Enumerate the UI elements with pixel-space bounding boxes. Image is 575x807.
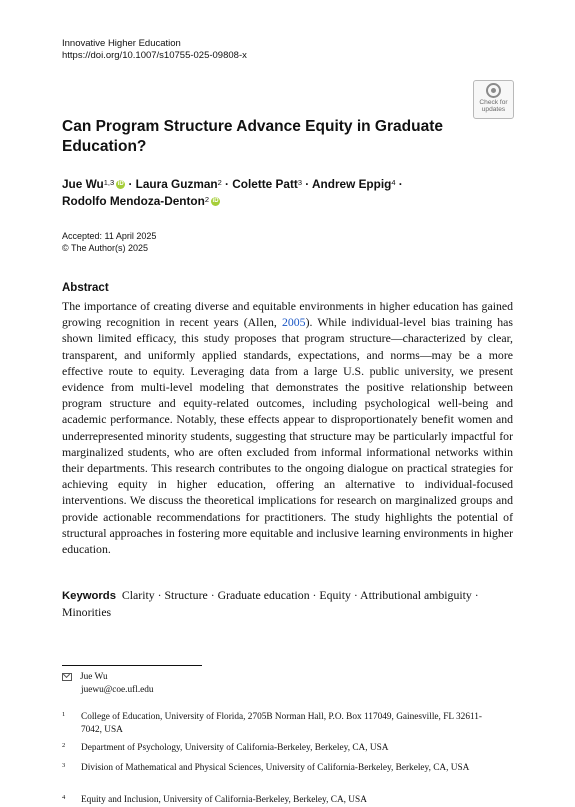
author-name: Laura Guzman: [135, 177, 218, 191]
copyright-notice: © The Author(s) 2025: [62, 243, 149, 253]
author-name: Andrew Eppig: [312, 177, 392, 191]
author-affil: 4: [391, 178, 396, 187]
abstract-heading: Abstract: [62, 282, 109, 294]
envelope-icon: [62, 673, 72, 681]
keywords-list: Clarity · Structure · Graduate education · Equity · Attributional ambiguity · Minorities: [62, 588, 479, 620]
citation-link[interactable]: 2005: [281, 315, 306, 330]
affiliation-text: College of Education, University of Florida, 2705B Norman Hall, P.O. Box 117049, Gainesville, FL 32611-7042, USA: [81, 712, 483, 735]
journal-header: [62, 38, 247, 62]
affiliation: [62, 762, 502, 775]
affiliation: [62, 711, 502, 736]
author-list: Jue Wu$^{1,3}$ iD · Laura Guzman$^2$ · Colette Patt$^3$ · Andrew Eppig$^4$ · Rodolfo Mendoza-Denton$^2$ iD: [62, 177, 403, 208]
doi-link[interactable]: https://doi.org/10.1007/s10755-025-09808-x: [62, 50, 247, 61]
affiliation: [62, 742, 502, 755]
affiliation-number: 1: [62, 711, 66, 718]
affiliation-text: Division of Mathematical and Physical Sciences, University of California-Berkeley, Berkeley, CA, USA: [81, 763, 470, 773]
author-affil: 1,3: [103, 178, 115, 187]
abstract-text-2: ). While individual-level bias training has shown limited efficacy, this study proposes that program structure—characterized by clear, transparent, and uniformly applied standards, expectations, and norms—may be a more effective route to equity. Leveraging data from a large U.S. public university, we present evidence from multi-level modeling that demonstrates the positive relationship between program structure and equity-related outcomes, including psychological well-being and academic performance. Notably, these effects appear to disproportionately benefit women and underrepresented minority students, suggesting that structure may be particularly impactful for marginalized students, who are often excluded from informal informational networks within their departments. This research contributes to the ongoing dialogue on practical strategies for achieving equity in higher education, offering an alternative to individual-focused interventions. We discuss the theoretical implications for research on marginalized groups and provide actionable recommendations for practitioners. The study highlights the potential of structural approaches in fostering more equitable and inclusive learning environments in higher education.: [62, 315, 513, 557]
corresponding-author: Jue Wu: [80, 672, 108, 682]
correspondence: [62, 671, 154, 696]
footnote-divider: [62, 665, 202, 666]
author-affil: 2: [204, 195, 210, 204]
author-affil: 2: [217, 178, 222, 187]
affiliation-number: 3: [62, 762, 66, 769]
author-name: Rodolfo Mendoza-Denton: [62, 194, 205, 208]
keywords: [62, 587, 513, 620]
check-updates-line1: Check for: [479, 99, 508, 106]
abstract-body: [62, 298, 513, 557]
accepted-date: Accepted: 11 April 2025: [62, 231, 157, 241]
affiliation-text: Equity and Inclusion, University of California-Berkeley, Berkeley, CA, USA: [81, 795, 367, 805]
orcid-icon[interactable]: iD: [117, 181, 124, 188]
affiliation-number: 4: [62, 794, 66, 801]
corresponding-email[interactable]: juewu@coe.ufl.edu: [81, 684, 154, 695]
affiliation-number: 2: [62, 742, 66, 749]
author-name: Colette Patt: [232, 177, 298, 191]
keywords-label: Keywords: [62, 590, 116, 602]
check-for-updates-badge[interactable]: [473, 80, 514, 119]
affiliation-text: Department of Psychology, University of California-Berkeley, Berkeley, CA, USA: [81, 743, 389, 753]
publication-dates: [62, 230, 156, 254]
author-affil: 3: [297, 178, 302, 187]
journal-name: Innovative Higher Education: [62, 38, 181, 49]
author-name: Jue Wu: [62, 177, 104, 191]
paper-title: Can Program Structure Advance Equity in Graduate Education?: [62, 118, 443, 155]
check-updates-line2: updates: [481, 106, 506, 113]
orcid-icon[interactable]: iD: [212, 198, 219, 205]
bookmark-icon: [486, 83, 501, 98]
affiliation: [62, 794, 502, 807]
abstract-text-1: The importance of creating diverse and equitable environments in higher education has gained growing recognition in recent years (Allen,: [62, 299, 513, 330]
